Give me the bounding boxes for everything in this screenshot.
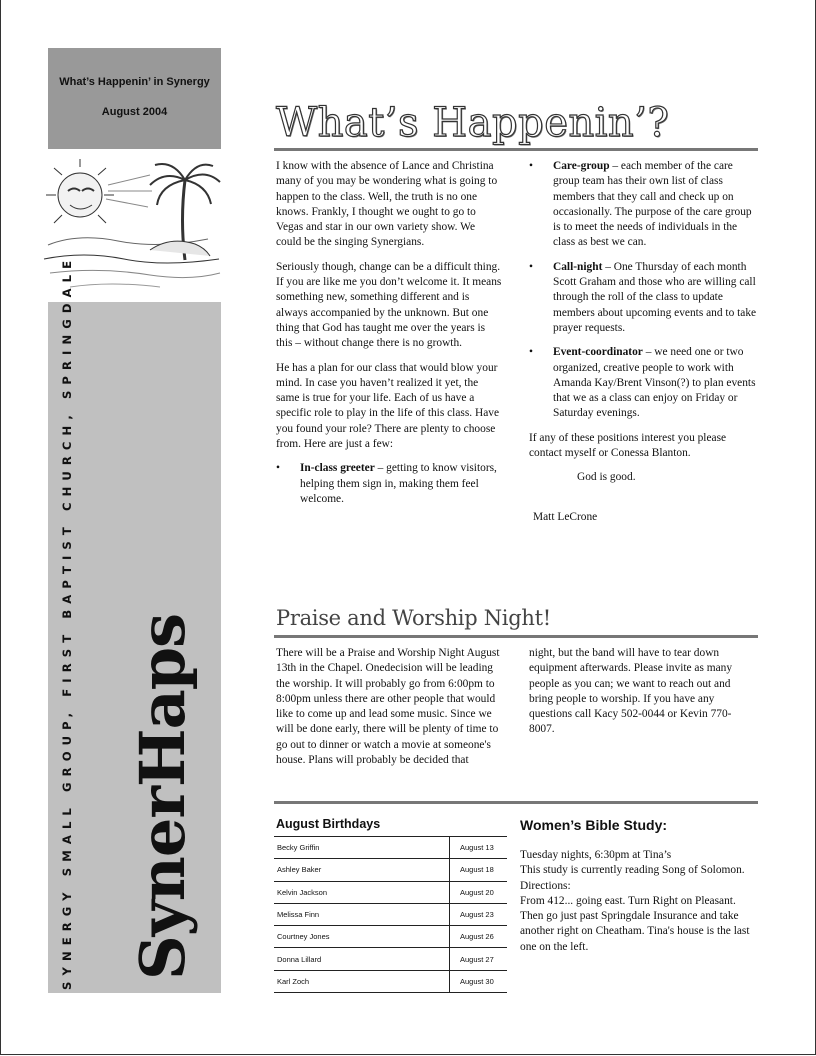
bullet-symbol: • — [276, 462, 280, 475]
paragraph: I know with the absence of Lance and Christina many of you may be wondering what is going to happen to the class. Well, the truth is no one knows. Frankly, I thought we ought to go to Vegas and star in our own variety show. We could be the singing Synergians. — [276, 160, 498, 249]
role-term: Event-coordinator — [553, 346, 643, 359]
role-text: – One Thursday of each month Scott Graham and those who are willing call through the roll of the class to update members about upcoming events and to take prayer requests. — [553, 260, 757, 334]
role-term: Care-group — [553, 160, 610, 172]
birthdays-title: August Birthdays — [276, 817, 381, 831]
bullet-symbol: • — [529, 160, 533, 172]
sidebar-vertical-text: SYNERGY SMALL GROUP, FIRST BAPTIST CHURCH, SPRINGDALE — [60, 254, 74, 990]
role-bullet — [276, 461, 502, 507]
study-line: This study is currently reading Song of Solomon. — [520, 864, 745, 877]
bullet-symbol: • — [529, 346, 533, 359]
birthday-date: August 23 — [450, 903, 508, 925]
role-bullet — [529, 159, 757, 251]
divider — [274, 801, 758, 804]
table-row — [274, 859, 507, 881]
study-line: Directions: — [520, 879, 571, 892]
bible-study-body — [520, 848, 752, 955]
birthdays-table — [274, 836, 507, 993]
birthday-date: August 13 — [450, 837, 508, 859]
article-right-column — [529, 159, 757, 534]
bullet-symbol: • — [529, 260, 533, 273]
birthday-date: August 20 — [450, 881, 508, 903]
role-term: In-class greeter — [300, 462, 375, 475]
paragraph: He has a plan for our class that would blow your mind. In case you haven’t realized it yet, the same is true for your life. Each of us have a specific role to play in the life of this class. Have you found your role? There are plenty to choose from. Here are just a few: — [276, 361, 499, 451]
divider — [274, 148, 758, 151]
role-text: – we need one or two organized, creative people to work with Amanda Kay/Brent Vinson(?) to plan events that we as a class can enjoy on Friday or Saturday evenings. — [553, 346, 756, 420]
article-title: What’s Happenin’? — [276, 100, 670, 146]
section-title: Praise and Worship Night! — [276, 606, 551, 630]
role-bullet — [529, 345, 757, 421]
birthday-date: August 27 — [450, 948, 508, 970]
issue-date: August 2004 — [101, 106, 168, 118]
role-text: – getting to know visitors, helping them sign in, making them feel welcome. — [300, 462, 497, 505]
masthead-box — [48, 48, 221, 149]
table-row — [274, 881, 507, 903]
closing-text: If any of these positions interest you please contact myself or Conessa Blanton. — [529, 431, 727, 460]
signature: Matt LeCrone — [533, 510, 598, 523]
paragraph: Seriously though, change can be a difficult thing. If you are like me you don’t welcome it. It means something new, something different and is always accompanied by the unknown. But one thing that God has taught me over the years is this – without change there is no growth. — [276, 260, 502, 350]
table-row — [274, 970, 507, 992]
birthday-name: Courtney Jones — [274, 926, 450, 948]
birthday-name: Melissa Finn — [274, 903, 450, 925]
study-line: Tuesday nights, 6:30pm at Tina’s — [520, 849, 672, 861]
role-term: Call-night — [553, 260, 603, 273]
praise-right-column — [529, 646, 755, 747]
role-text: – each member of the care group team has their own list of class members that they call and check up on occasionally. The purpose of the care group is to meet the needs of individuals in the class as best we can. — [553, 160, 752, 249]
god-is-good: God is good. — [577, 471, 636, 484]
table-row — [274, 903, 507, 925]
role-bullet — [529, 260, 757, 336]
study-line: From 412... going east. Turn Right on Pleasant. Then go just past Springdale Insurance and take another right on Cheatham. Tina's house is the last one on the left. — [520, 894, 750, 953]
birthday-date: August 18 — [450, 859, 508, 881]
praise-left-column — [276, 646, 504, 777]
divider — [274, 635, 758, 638]
birthday-name: Becky Griffin — [274, 837, 450, 859]
birthday-name: Donna Lillard — [274, 948, 450, 970]
paragraph: There will be a Praise and Worship Night August 13th in the Chapel. Onedecision will be leading the worship. It will probably go from 6:00pm to 8:00pm unless there are other people that would like to come up and lead some music. Since we will be done early, there will be plenty of time to go out to dinner or watch a movie at someone's house. Plans will probably be decided that — [276, 647, 500, 767]
table-row — [274, 837, 507, 859]
paragraph: night, but the band will have to tear down equipment afterwards. Please invite as many people as you can; we want to reach out and bring people to worship. If you have any questions call Kacy 502-0044 or Kevin 770-8007. — [529, 647, 733, 736]
birthday-name: Karl Zoch — [274, 970, 450, 992]
article-left-column — [276, 159, 502, 516]
bible-study-title: Women’s Bible Study: — [520, 817, 668, 833]
birthday-date: August 26 — [450, 926, 508, 948]
table-row — [274, 948, 507, 970]
newsletter-name: What’s Happenin’ in Synergy — [59, 76, 210, 88]
table-row — [274, 926, 507, 948]
sidebar-title: SynerHaps — [126, 614, 199, 980]
birthday-date: August 30 — [450, 970, 508, 992]
birthday-name: Kelvin Jackson — [274, 881, 450, 903]
birthday-name: Ashley Baker — [274, 859, 450, 881]
